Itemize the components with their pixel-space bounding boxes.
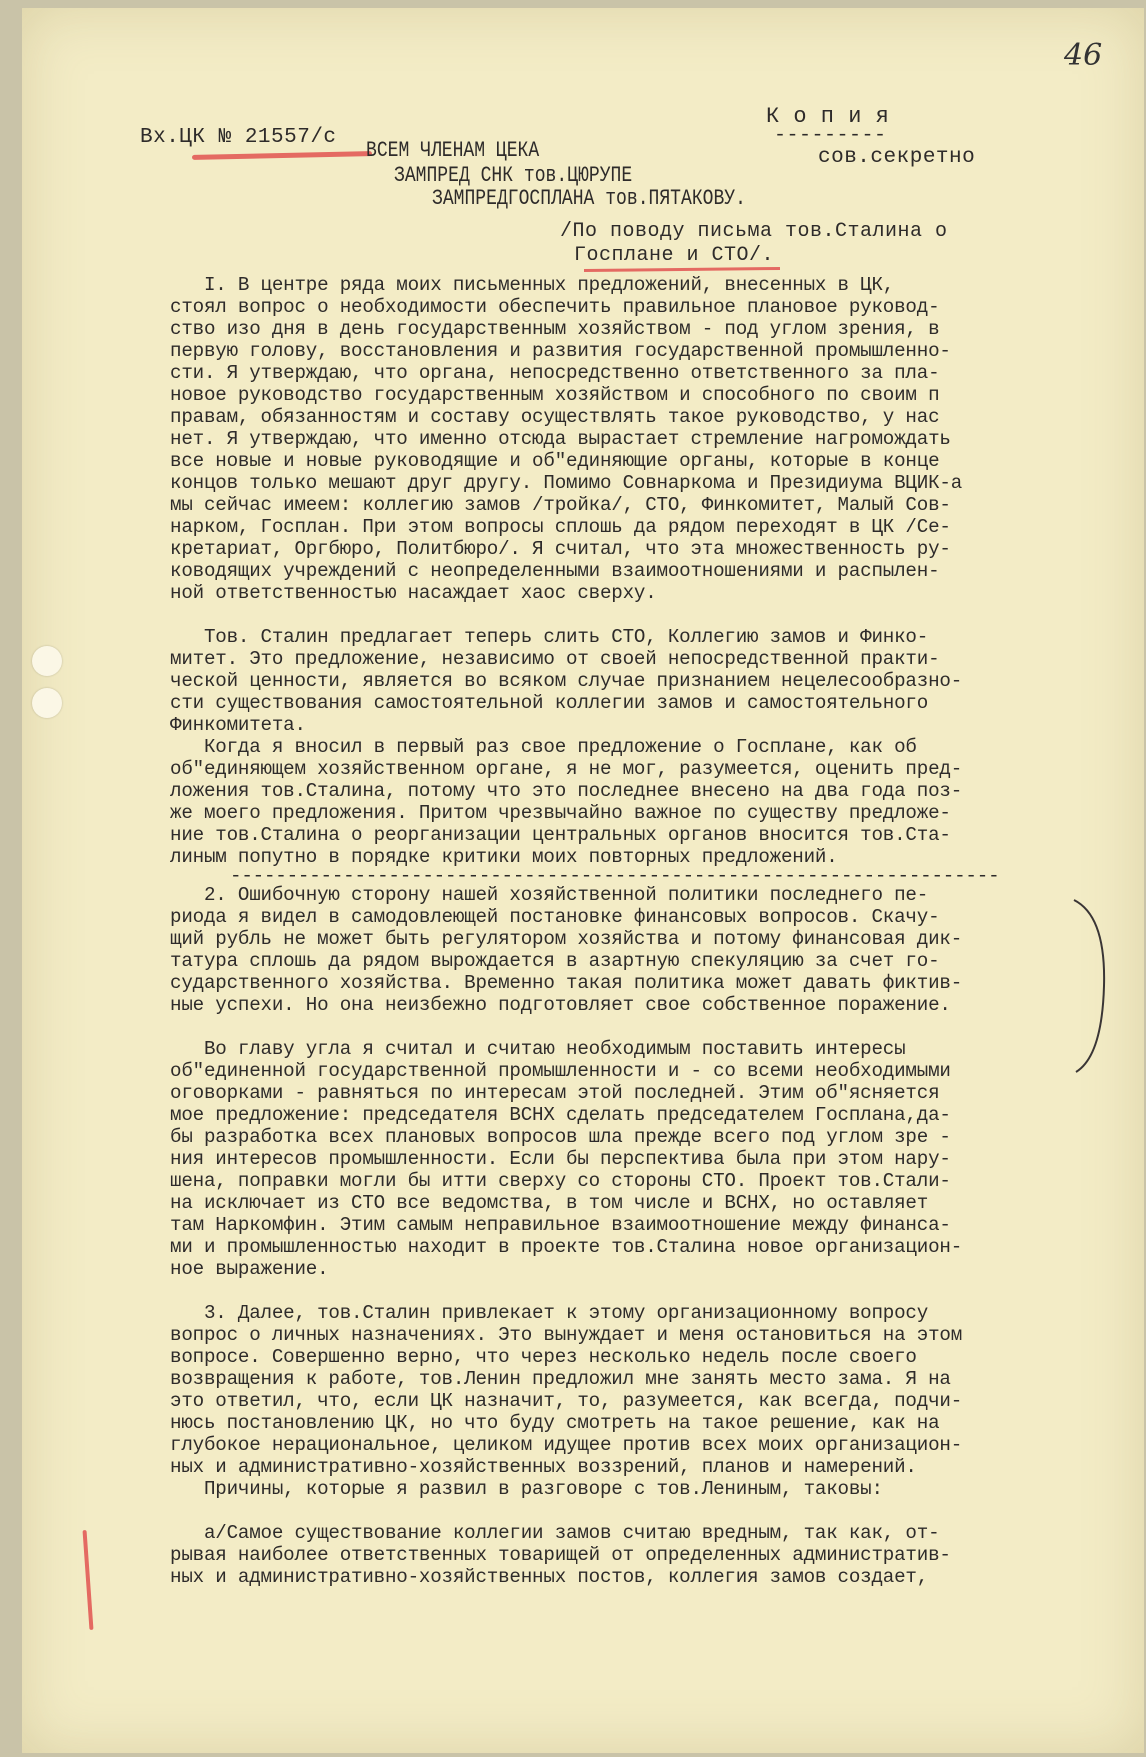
text-line: сударственного хозяйства. Временно такая политика может давать фиктив- [170, 972, 963, 994]
text-line: ководящих учреждений с неопределенными взаимоотношениями и распылен- [170, 560, 940, 582]
text-line: татура сплошь да рядом вырождается в азартную спекуляцию за счет го- [170, 950, 940, 972]
copy-label-underline: --------- [774, 124, 887, 147]
text-line: Причины, которые я развил в разговоре с тов.Лениным, таковы: [170, 1478, 883, 1500]
text-line: нарком, Госплан. При этом вопросы сплошь да рядом переходят в ЦК /Се- [170, 516, 951, 538]
text-line: глубокое нерациональное, целиком идущее против всех моих организацион- [170, 1434, 963, 1456]
text-line: ные успехи. Но она неизбежно подготовляет свое собственное поражение. [170, 994, 951, 1016]
text-line: ство изо дня в день государственным хозяйством - под углом зрения, в [170, 318, 940, 340]
paragraph [170, 1038, 1110, 1280]
text-line: ния интересов промышленности. Если бы перспектива была при этом нару- [170, 1148, 951, 1170]
page-number: 46 [1064, 38, 1103, 73]
addressee-line: ВСЕМ ЧЛЕНАМ ЦЕКА [366, 138, 540, 163]
red-pencil-underline [584, 267, 780, 272]
text-line: ных и административно-хозяйственных постов, коллегия замов создает, [170, 1566, 929, 1588]
text-line: об"единяющем хозяйственном органе, я не мог, разумеется, оценить пред- [170, 758, 963, 780]
text-line: Когда я вносил в первый раз свое предложение о Госплане, как об [170, 736, 917, 758]
text-line: же моего предложения. Притом чрезвычайно важное по существу предложе- [170, 802, 951, 824]
text-line: сти существования самостоятельной коллегии замов и самостоятельного [170, 692, 929, 714]
text-line: вопрос о личных назначениях. Это вынуждает и меня остановиться на этом [170, 1324, 963, 1346]
text-line: ние тов.Сталина о реорганизации центральных органов вносится тов.Ста- [170, 824, 951, 846]
paragraph [170, 626, 1110, 736]
text-line: нюсь постановлению ЦК, но что буду смотреть на такое решение, как на [170, 1412, 940, 1434]
text-line: Тов. Сталин предлагает теперь слить СТО, Коллегию замов и Финко- [170, 626, 929, 648]
text-line: мы сейчас имеем: коллегию замов /тройка/, СТО, Финкомитет, Малый Сов- [170, 494, 951, 516]
text-line: 2. Ошибочную сторону нашей хозяйственной политики последнего пе- [170, 884, 929, 906]
text-line: ной ответственностью насаждает хаос сверху. [170, 582, 657, 604]
text-line: бы разработка всех плановых вопросов шла прежде всего под углом зре - [170, 1126, 951, 1148]
red-pencil-underline [192, 151, 372, 160]
paragraph [170, 884, 1110, 1016]
text-line: ное выражение. [170, 1258, 329, 1280]
text-line: сти. Я утверждаю, что органа, непосредственно ответственного за пла- [170, 362, 940, 384]
document-page [22, 8, 1144, 1753]
text-line: щий рубль не может быть регулятором хозяйства и потому финансовая дик- [170, 928, 963, 950]
punch-hole [32, 688, 62, 718]
text-line: Во главу угла я считал и считаю необходимым поставить интересы [170, 1038, 906, 1060]
paragraph [170, 274, 1110, 604]
text-line: ми и промышленностью находит в проекте тов.Сталина новое организацион- [170, 1236, 963, 1258]
addressee-line: ЗАМПРЕД СНК тов.ЦЮРУПЕ [394, 163, 633, 188]
subject-line: Госплане и СТО/. [574, 244, 775, 267]
addressee-line: ЗАМПРЕДГОСПЛАНА тов.ПЯТАКОВУ. [432, 186, 746, 211]
text-line: кретариат, Оргбюро, Политбюро/. Я считал, что эта множественность ру- [170, 538, 951, 560]
text-line: возвращения к работе, тов.Ленин предложил мне занять место зама. Я на [170, 1368, 951, 1390]
registration-number: Вх.ЦК № 21557/с [140, 126, 337, 149]
text-line: митет. Это предложение, независимо от своей непосредственной практи- [170, 648, 940, 670]
text-line: риода я видел в самодовлеющей постановке финансовых вопросов. Скачу- [170, 906, 940, 928]
text-line: 3. Далее, тов.Сталин привлекает к этому организационному вопросу [170, 1302, 929, 1324]
copy-label: К о п и я [766, 104, 890, 129]
text-line: это ответил, что, если ЦК назначит, то, разумеется, как всегда, подчи- [170, 1390, 963, 1412]
separator-line: -------------------------------------------------------------------- [230, 865, 1000, 887]
document-body [170, 274, 1110, 1588]
text-line: там Наркомфин. Этим самым неправильное взаимоотношение между финанса- [170, 1214, 951, 1236]
text-line: об"единенной государственной промышленности и - со всеми необходимыми [170, 1060, 951, 1082]
text-line: оговорками - равняться по интересам этой последней. Этим об"ясняется [170, 1082, 940, 1104]
text-line: на исключает из СТО все ведомства, в том числе и ВСНХ, но оставляет [170, 1192, 929, 1214]
subject-line: /По поводу письма тов.Сталина о [560, 220, 948, 243]
text-line: мое предложение: председателя ВСНХ сделать председателем Госплана,да- [170, 1104, 951, 1126]
paragraph [170, 736, 1110, 868]
text-line: нет. Я утверждаю, что именно отсюда вырастает стремление нагромождать [170, 428, 951, 450]
text-line: линым попутно в порядке критики моих повторных предложений. [170, 846, 838, 868]
text-line: стоял вопрос о необходимости обеспечить правильное плановое руковод- [170, 296, 940, 318]
text-line: вопросе. Совершенно верно, что через несколько недель после своего [170, 1346, 917, 1368]
text-line: ческой ценности, является во всяком случае признанием нецелесообразно- [170, 670, 963, 692]
text-line: шена, поправки могли бы итти сверху со стороны СТО. Проект тов.Стали- [170, 1170, 951, 1192]
red-pencil-margin-mark [83, 1530, 94, 1630]
punch-hole [32, 646, 62, 676]
text-line: концов только мешают друг другу. Помимо Совнаркома и Президиума ВЦИК-а [170, 472, 963, 494]
text-line: а/Самое существование коллегии замов считаю вредным, так как, от- [170, 1522, 940, 1544]
text-line: ложения тов.Сталина, потому что это последнее внесено на два года поз- [170, 780, 963, 802]
text-line: ных и административно-хозяйственных воззрений, планов и намерений. [170, 1456, 917, 1478]
margin-bracket-mark [1070, 896, 1110, 1076]
paragraph [170, 1522, 1110, 1588]
text-line: I. В центре ряда моих письменных предложений, внесенных в ЦК, [170, 274, 895, 296]
classification: сов.секретно [818, 146, 976, 169]
text-line: все новые и новые руководящие и об"единяющие органы, которые в конце [170, 450, 940, 472]
paragraph [170, 1302, 1110, 1500]
text-line: новое руководство государственным хозяйством и способного по своим п [170, 384, 940, 406]
text-line: первую голову, восстановления и развития государственной промышленно- [170, 340, 951, 362]
text-line: Финкомитета. [170, 714, 306, 736]
text-line: правам, обязанностям и составу осуществлять такое руководство, у нас [170, 406, 940, 428]
text-line: рывая наиболее ответственных товарищей от определенных административ- [170, 1544, 951, 1566]
